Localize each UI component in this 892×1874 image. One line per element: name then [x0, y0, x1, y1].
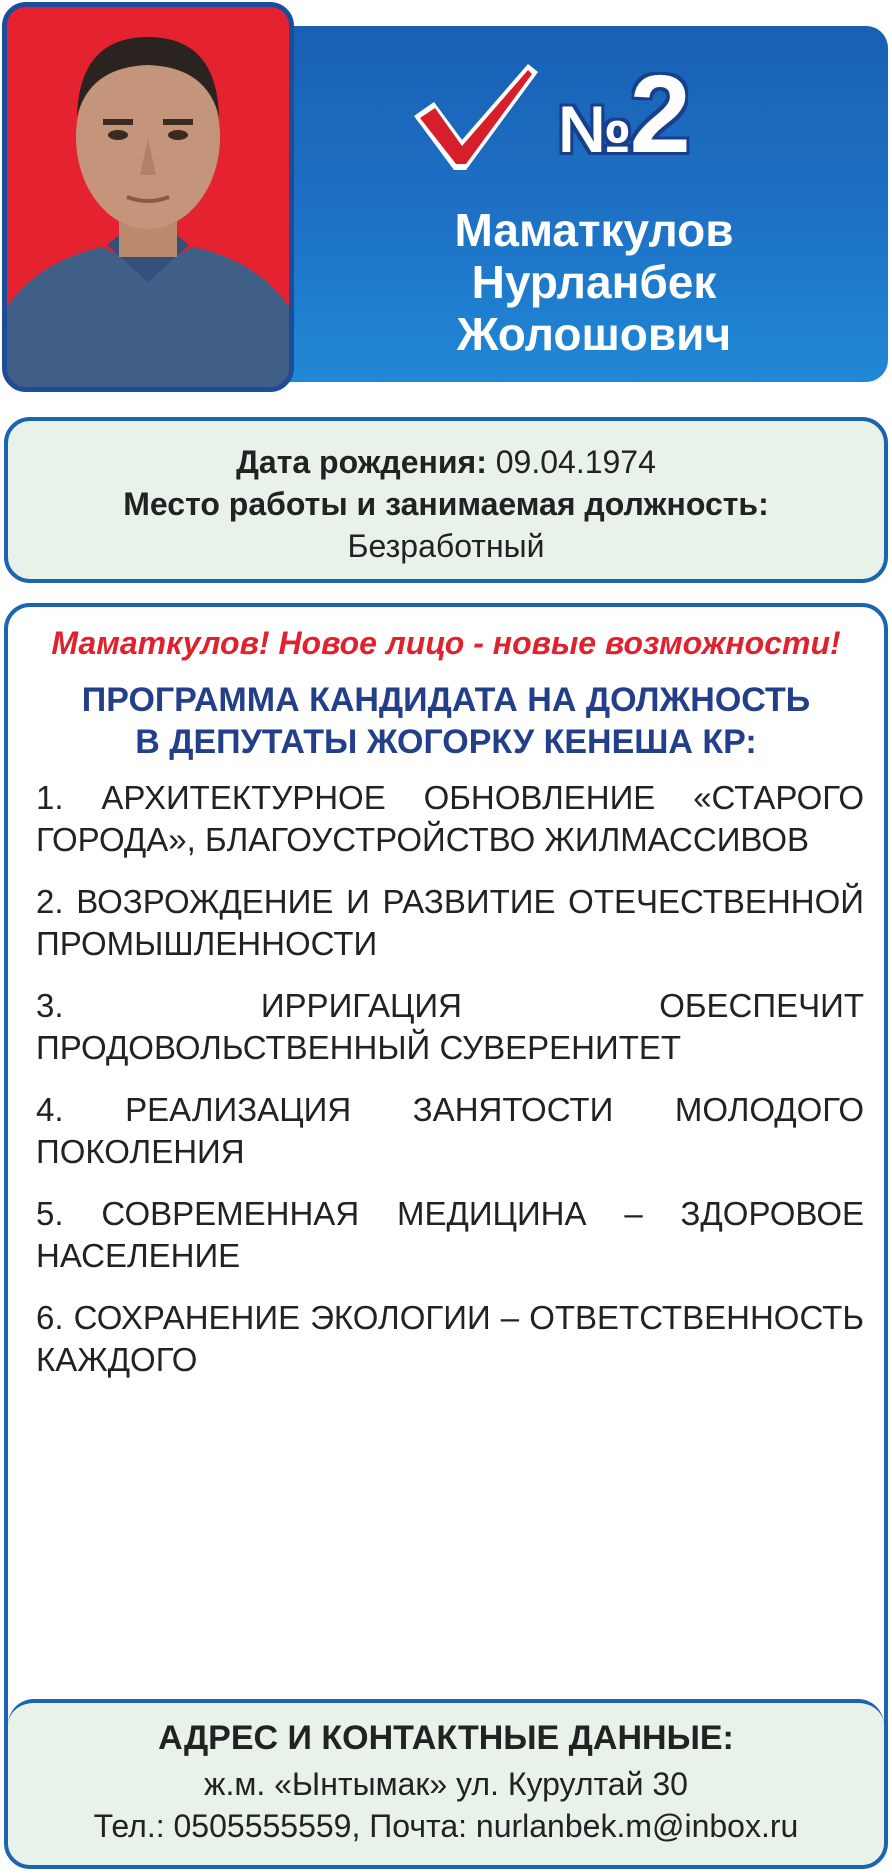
program-box — [4, 603, 888, 1869]
program-title-line-1: ПРОГРАММА КАНДИДАТА НА ДОЛЖНОСТЬ — [81, 681, 811, 719]
birth-value: 09.04.1974 — [495, 444, 656, 480]
checkmark-icon — [410, 58, 540, 178]
contacts-box — [8, 1699, 884, 1865]
contacts-address: ж.м. «Ынтымак» ул. Курултай 30 — [204, 1766, 688, 1802]
candidate-number — [558, 53, 691, 176]
program-list — [36, 777, 864, 1401]
program-item-3: 3. ИРРИГАЦИЯ ОБЕСПЕЧИТ ПРОДОВОЛЬСТВЕННЫЙ СУВЕРЕНИТЕТ — [36, 987, 864, 1066]
program-title — [8, 679, 884, 763]
candidate-photo — [2, 2, 294, 392]
work-label: Место работы и занимаемая должность: — [123, 486, 769, 522]
candidate-surname: Маматкулов — [454, 204, 734, 256]
number-sign: № — [558, 92, 630, 166]
number-value: 2 — [629, 53, 691, 176]
program-item-2: 2. ВОЗРОЖДЕНИЕ И РАЗВИТИЕ ОТЕЧЕСТВЕННОЙ ПРОМЫШЛЕННОСТИ — [36, 883, 864, 962]
info-box — [4, 417, 888, 583]
contacts-title: АДРЕС И КОНТАКТНЫЕ ДАННЫЕ: — [158, 1719, 734, 1757]
program-item-5: 5. СОВРЕМЕННАЯ МЕДИЦИНА – ЗДОРОВОЕ НАСЕЛЕНИЕ — [36, 1195, 864, 1274]
slogan: Маматкулов! Новое лицо - новые возможности! — [51, 625, 841, 661]
candidate-first-name: Нурланбек — [471, 256, 717, 308]
program-title-line-2: В ДЕПУТАТЫ ЖОГОРКУ КЕНЕША КР: — [135, 723, 757, 761]
program-item-6: 6. СОХРАНЕНИЕ ЭКОЛОГИИ – ОТВЕТСТВЕННОСТЬ КАЖДОГО — [36, 1299, 864, 1378]
birth-label: Дата рождения: — [236, 444, 487, 480]
birth-line — [8, 441, 884, 483]
work-value: Безработный — [347, 528, 545, 564]
candidate-name — [300, 204, 888, 360]
candidate-patronymic: Жолошович — [456, 308, 732, 360]
program-item-1: 1. АРХИТЕКТУРНОЕ ОБНОВЛЕНИЕ «СТАРОГО ГОРОДА», БЛАГОУСТРОЙСТВО ЖИЛМАССИВОВ — [36, 779, 864, 858]
program-item-4: 4. РЕАЛИЗАЦИЯ ЗАНЯТОСТИ МОЛОДОГО ПОКОЛЕНИЯ — [36, 1091, 864, 1170]
contacts-phone-email: Тел.: 0505555559, Почта: nurlanbek.m@inbox.ru — [93, 1808, 799, 1844]
